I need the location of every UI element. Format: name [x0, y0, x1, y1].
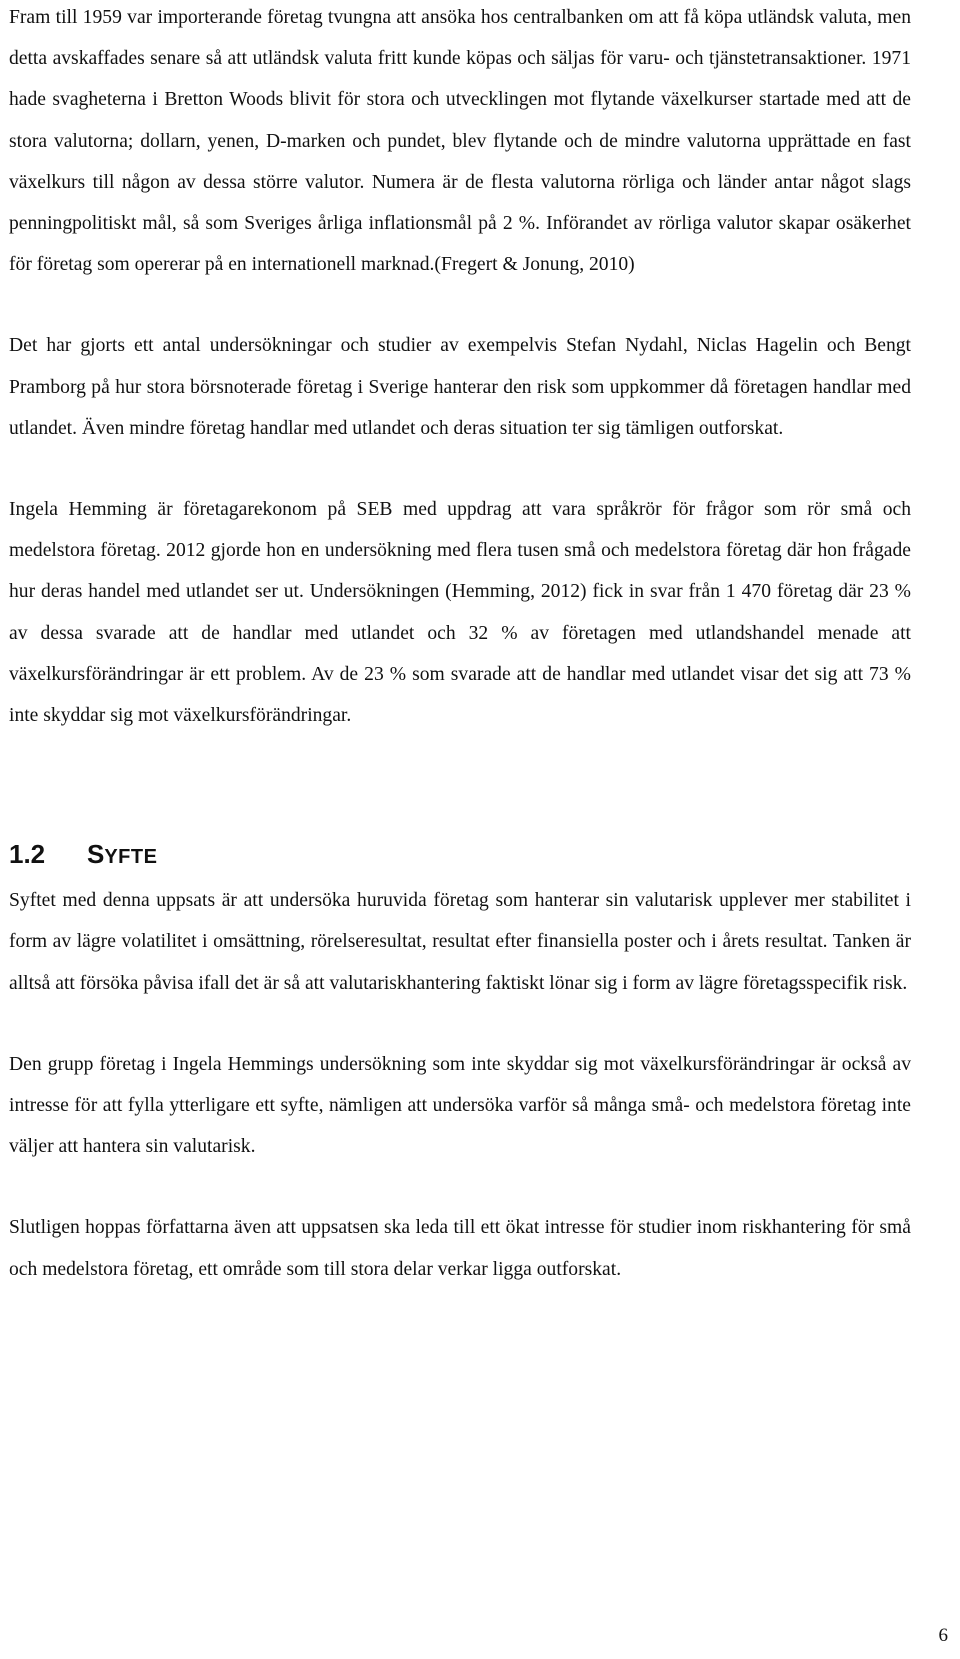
document-page	[9, 0, 911, 1290]
page-number: 6	[938, 1625, 948, 1646]
section-title-rest: YFTE	[104, 846, 158, 869]
paragraph-hemming-survey: Ingela Hemming är företagarekonom på SEB med uppdrag att vara språkrör för frågor som rör små och medelstora företag. 2012 gjorde hon en undersökning med flera tusen små och medelstora företag där hon frågade hur deras handel med utlandet ser ut. Undersökningen (Hemming, 2012) fick in svar från 1 470 företag där 23 % av dessa svarade att de handlar med utlandet och 32 % av företagen med utlandshandel menade att växelkursförändringar är ett problem. Av de 23 % som svarade att de handlar med utlandet visar det sig att 73 % inte skyddar sig mot växelkursförändringar.	[9, 499, 911, 727]
paragraph-purpose: Syftet med denna uppsats är att undersöka huruvida företag som hanterar sin valutarisk upplever mer stabilitet i form av lägre volatilitet i omsättning, rörelseresultat, resultat efter finansiella poster och i årets resultat. Tanken är alltså att försöka påvisa ifall det är så att valutariskhantering faktiskt lönar sig i form av lägre företagsspecifik risk.	[9, 890, 911, 994]
paragraph-currency-history: Fram till 1959 var importerande företag tvungna att ansöka hos centralbanken om att få köpa utländsk valuta, men detta avskaffades senare så att utländsk valuta fritt kunde köpas och säljas för varu- och tjänstetransaktioner. 1971 hade svagheterna i Bretton Woods blivit för stora och utvecklingen mot flytande växelkurser startade med att de stora valutorna; dollarn, yenen, D-marken och pundet, blev flytande och de mindre valutorna upprättade en fast växelkurs till någon av dessa större valutor. Numera är de flesta valutorna rörliga och länder antar något slags penningpolitiskt mål, så som Sveriges årliga inflationsmål på 2 %. Införandet av rörliga valutor skapar osäkerhet för företag som opererar på en internationell marknad.(Fregert & Jonung, 2010)	[9, 7, 911, 276]
paragraph-previous-studies: Det har gjorts ett antal undersökningar och studier av exempelvis Stefan Nydahl, Niclas Hagelin och Bengt Pramborg på hur stora börsnoterade företag i Sverige hanterar den risk som uppkommer då företagen handlar med utlandet. Även mindre företag handlar med utlandet och deras situation ter sig tämligen outforskat.	[9, 335, 911, 439]
section-title	[87, 833, 157, 878]
paragraph-unhedged-group: Den grupp företag i Ingela Hemmings undersökning som inte skyddar sig mot växelkursförändringar är också av intresse för att fylla ytterligare ett syfte, nämligen att undersöka varför så många små- och medelstora företag inte väljer att hantera sin valutarisk.	[9, 1053, 911, 1158]
paragraph-conclusion: Slutligen hoppas författarna även att uppsatsen ska leda till ett ökat intresse för studier inom riskhantering för små och medelstora företag, ett område som till stora delar verkar ligga outforskat.	[9, 1217, 911, 1280]
section-number: 1.2	[9, 839, 46, 870]
section-title-initial: S	[87, 839, 105, 870]
section-heading	[9, 833, 911, 878]
